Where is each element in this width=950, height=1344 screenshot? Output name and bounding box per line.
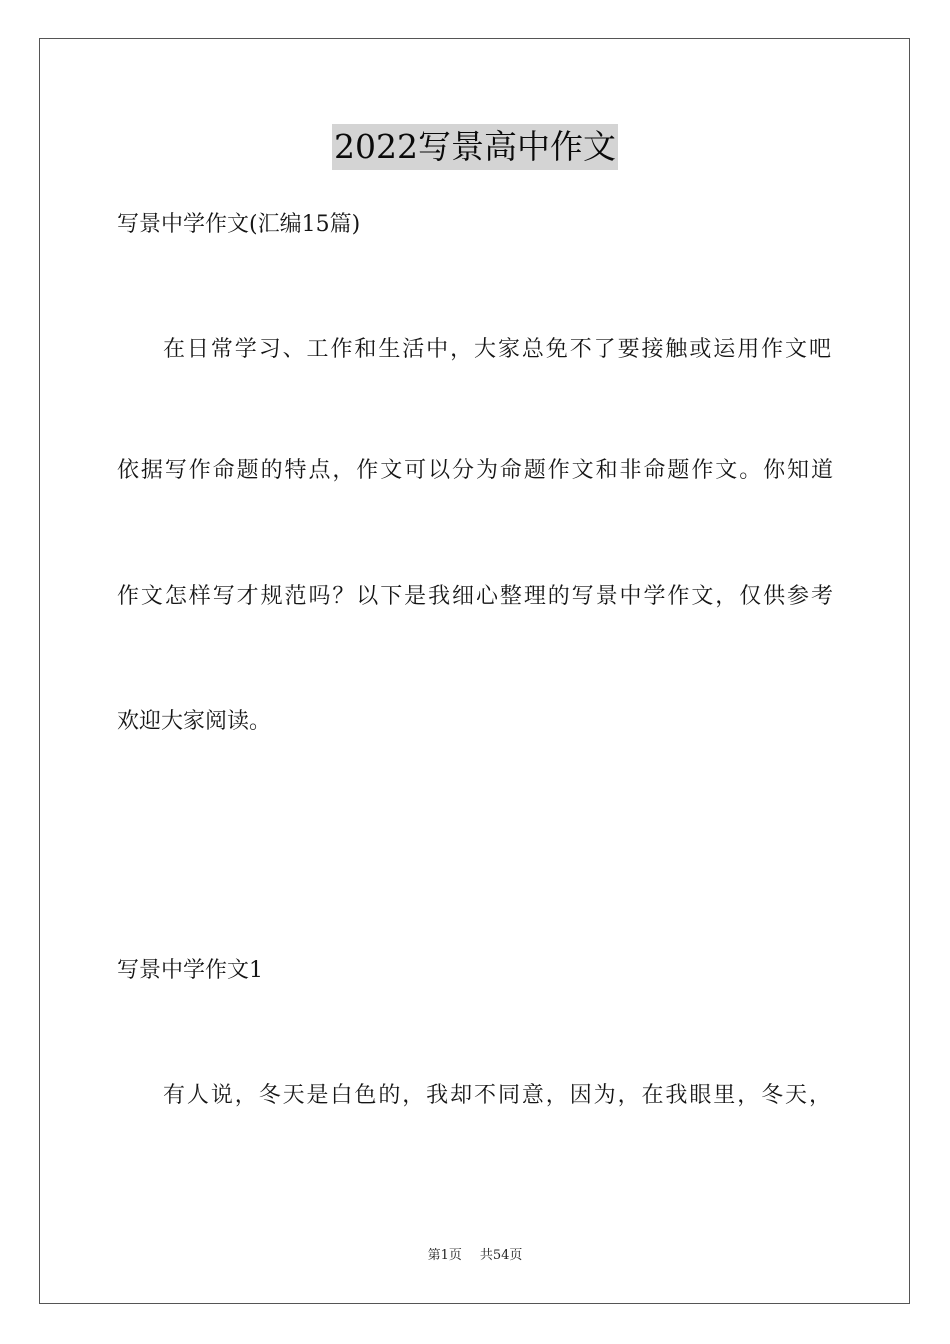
page-total: 共54页 xyxy=(479,1248,523,1263)
intro-line-3: 作文怎样写才规范吗？以下是我细心整理的写景中学作文，仅供参考 xyxy=(117,584,833,609)
intro-line-2: 依据写作命题的特点，作文可以分为命题作文和非命题作文。你知道 xyxy=(117,458,833,483)
intro-line-4: 欢迎大家阅读。 xyxy=(117,709,272,734)
section-heading: 写景中学作文1 xyxy=(117,958,263,983)
section-first-line: 有人说，冬天是白色的，我却不同意，因为，在我眼里，冬天， xyxy=(163,1083,831,1108)
intro-line-1: 在日常学习、工作和生活中，大家总免不了要接触或运用作文吧 xyxy=(163,337,831,362)
page-number: 第1页 xyxy=(427,1248,462,1263)
document-subtitle: 写景中学作文(汇编15篇) xyxy=(117,212,361,237)
document-title: 2022写景高中作文 xyxy=(332,124,618,170)
title-wrap xyxy=(0,124,950,170)
page-footer xyxy=(0,1246,950,1266)
